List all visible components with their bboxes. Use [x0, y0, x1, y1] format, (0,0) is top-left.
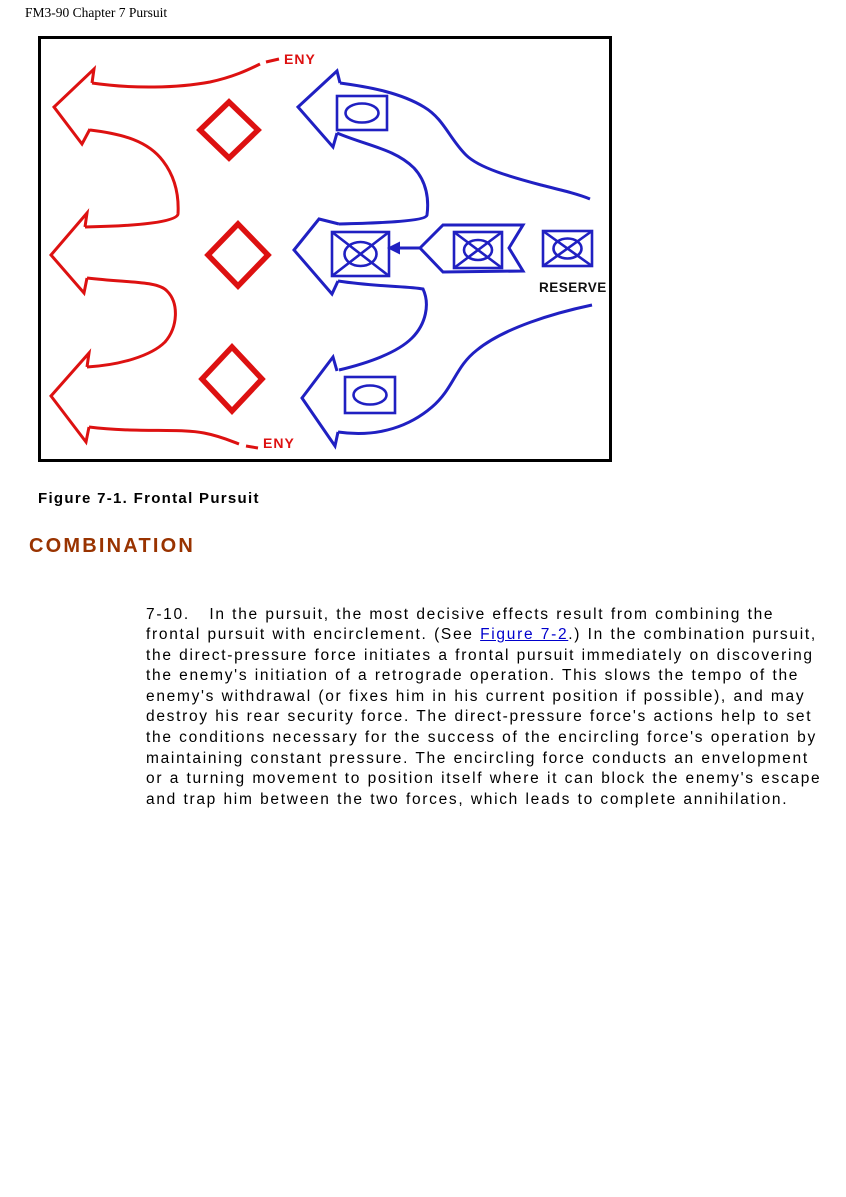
- eny-label-bottom: ENY: [263, 435, 295, 451]
- friendly-arrow-top-upper-tail: [340, 83, 590, 199]
- section-heading-combination: COMBINATION: [29, 535, 196, 557]
- enemy-arrow-top-icon: [54, 69, 94, 144]
- eny-bottom-dash: [246, 446, 258, 448]
- figure-7-2-link[interactable]: Figure 7-2: [480, 626, 569, 644]
- frontal-pursuit-figure: [38, 36, 612, 462]
- paragraph-text-after-link: .) In the combination pursuit, the direct-pressure force initiates a frontal pursuit immediately on discovering the enemy's initiation of a retrograde operation. This slows the tempo of the enemy's withdrawal (or fixes him in his current position if possible), and may destroy his rear security force. The direct-pressure force's actions help to set the conditions necessary for the success of the encircling force's operation by maintaining constant pressure. The encircling force conducts an envelopment or a turning movement to position itself where it can block the enemy's escape and trap him between the two forces, which leads to complete annihilation.: [146, 626, 822, 808]
- armor-unit-symbol-bottom: [345, 377, 395, 413]
- friendly-arrow-top-icon: [298, 71, 340, 147]
- enemy-diamond-middle-icon: [208, 224, 268, 286]
- enemy-forces-group: [51, 59, 279, 448]
- mech-infantry-unit-symbol-middle: [332, 232, 389, 276]
- mech-infantry-unit-symbol-reserve: [543, 231, 592, 266]
- paragraph-7-10: [146, 605, 832, 811]
- enemy-arrow-bottom-icon: [51, 353, 89, 442]
- armor-unit-symbol-top: [337, 96, 387, 130]
- mech-infantry-unit-symbol-follow-on: [454, 232, 502, 268]
- friendly-arrow-bottom-icon: [302, 357, 338, 446]
- reserve-label: RESERVE: [539, 280, 607, 295]
- friendly-arrow-middle-lower-tail: [338, 281, 426, 370]
- friendly-arrow-top-lower-tail: [337, 133, 428, 224]
- enemy-arrow-middle-icon: [51, 213, 87, 293]
- enemy-diamond-top-icon: [200, 102, 258, 158]
- enemy-arrow-bottom-tail: [89, 427, 239, 444]
- enemy-diamond-symbols: [200, 102, 268, 411]
- friendly-forces-group: [294, 71, 592, 446]
- document-header: FM3-90 Chapter 7 Pursuit: [25, 5, 168, 20]
- eny-label-top: ENY: [284, 51, 316, 67]
- diagram-border: [40, 38, 611, 461]
- eny-top-dash: [266, 59, 279, 62]
- paragraph-text-before-link: 7-10. In the pursuit, the most decisive effects result from combining the frontal pursuit with encirclement. (See: [146, 605, 775, 644]
- enemy-arrow-top-tail: [92, 64, 260, 87]
- frontal-pursuit-diagram: [38, 36, 612, 462]
- enemy-arrow-top-lower-tail: [85, 130, 178, 227]
- enemy-arrow-middle-lower-tail: [87, 278, 175, 367]
- enemy-diamond-bottom-icon: [202, 347, 262, 411]
- figure-caption: Figure 7-1. Frontal Pursuit: [38, 490, 260, 507]
